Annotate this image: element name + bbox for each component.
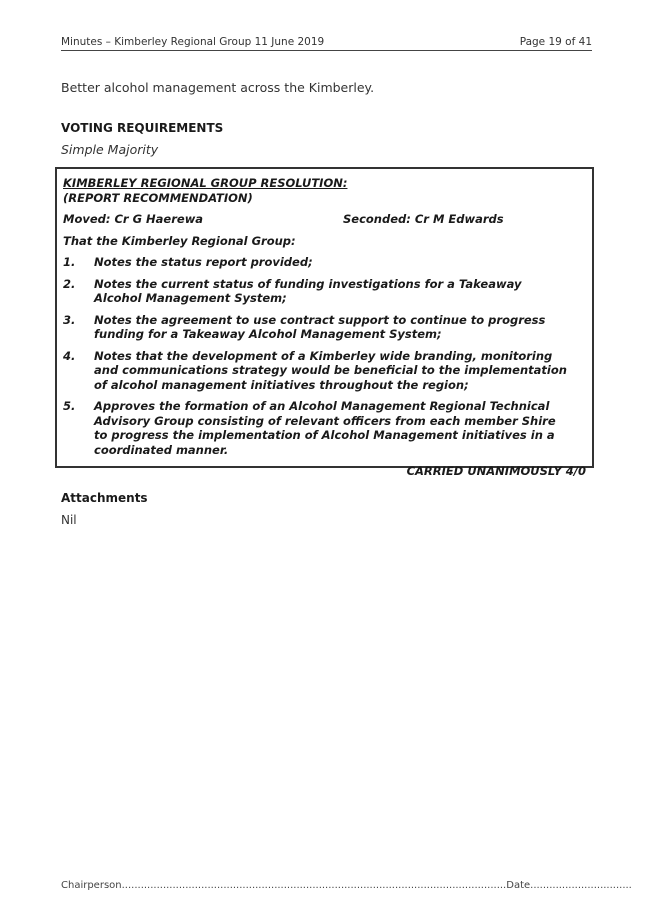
seconded-by: Seconded: Cr M Edwards	[343, 212, 504, 226]
item-number: 1.	[63, 255, 76, 269]
item-number: 5.	[63, 399, 76, 413]
voting-value: Simple Majority	[61, 142, 159, 157]
item-number: 3.	[63, 312, 76, 327]
header-title: Minutes – Kimberley Regional Group 11 June 2019	[61, 36, 325, 48]
attachments-value: Nil	[61, 513, 77, 527]
item-text: Notes that the development of a Kimberley wide branding, monitoring and communications strategy would be beneficial to the implementation of alcohol management initiatives throughout the region;	[94, 348, 567, 392]
item-text: Notes the status report provided;	[94, 255, 313, 269]
intro-text: Better alcohol management across the Kimberley.	[61, 80, 375, 95]
signature-footer: Chairperson.........................................................................................................................Date................................	[61, 880, 632, 891]
resolution-title: KIMBERLEY REGIONAL GROUP RESOLUTION:	[63, 176, 348, 190]
resolution-item	[63, 255, 586, 270]
voting-heading: VOTING REQUIREMENTS	[61, 121, 224, 135]
item-number: 2.	[63, 276, 76, 291]
resolution-items	[63, 255, 586, 457]
moved-seconded-row	[63, 212, 586, 227]
resolution-item	[63, 313, 586, 342]
item-text: Notes the agreement to use contract support to continue to progress funding for a Takeaway Alcohol Management System;	[94, 312, 546, 341]
resolution-intro: That the Kimberley Regional Group:	[63, 233, 296, 248]
resolution-subtitle: (REPORT RECOMMENDATION)	[63, 190, 253, 205]
item-text: Approves the formation of an Alcohol Management Regional Technical Advisory Group consisting of relevant officers from each member Shire to progress the implementation of Alcohol Management initiatives in a coordinated manner.	[94, 399, 556, 457]
item-number: 4.	[63, 348, 76, 363]
moved-by: Moved: Cr G Haerewa	[63, 212, 204, 226]
attachments-heading: Attachments	[61, 491, 148, 505]
resolution-item	[63, 277, 586, 306]
item-text: Notes the current status of funding investigations for a Takeaway Alcohol Management System;	[94, 276, 522, 305]
resolution-item	[63, 349, 586, 393]
resolution-box	[55, 167, 594, 478]
carried-status: CARRIED UNANIMOUSLY 4/0	[406, 464, 586, 478]
page-header	[61, 36, 592, 51]
page-number: Page 19 of 41	[519, 36, 592, 48]
resolution-item	[63, 399, 586, 457]
